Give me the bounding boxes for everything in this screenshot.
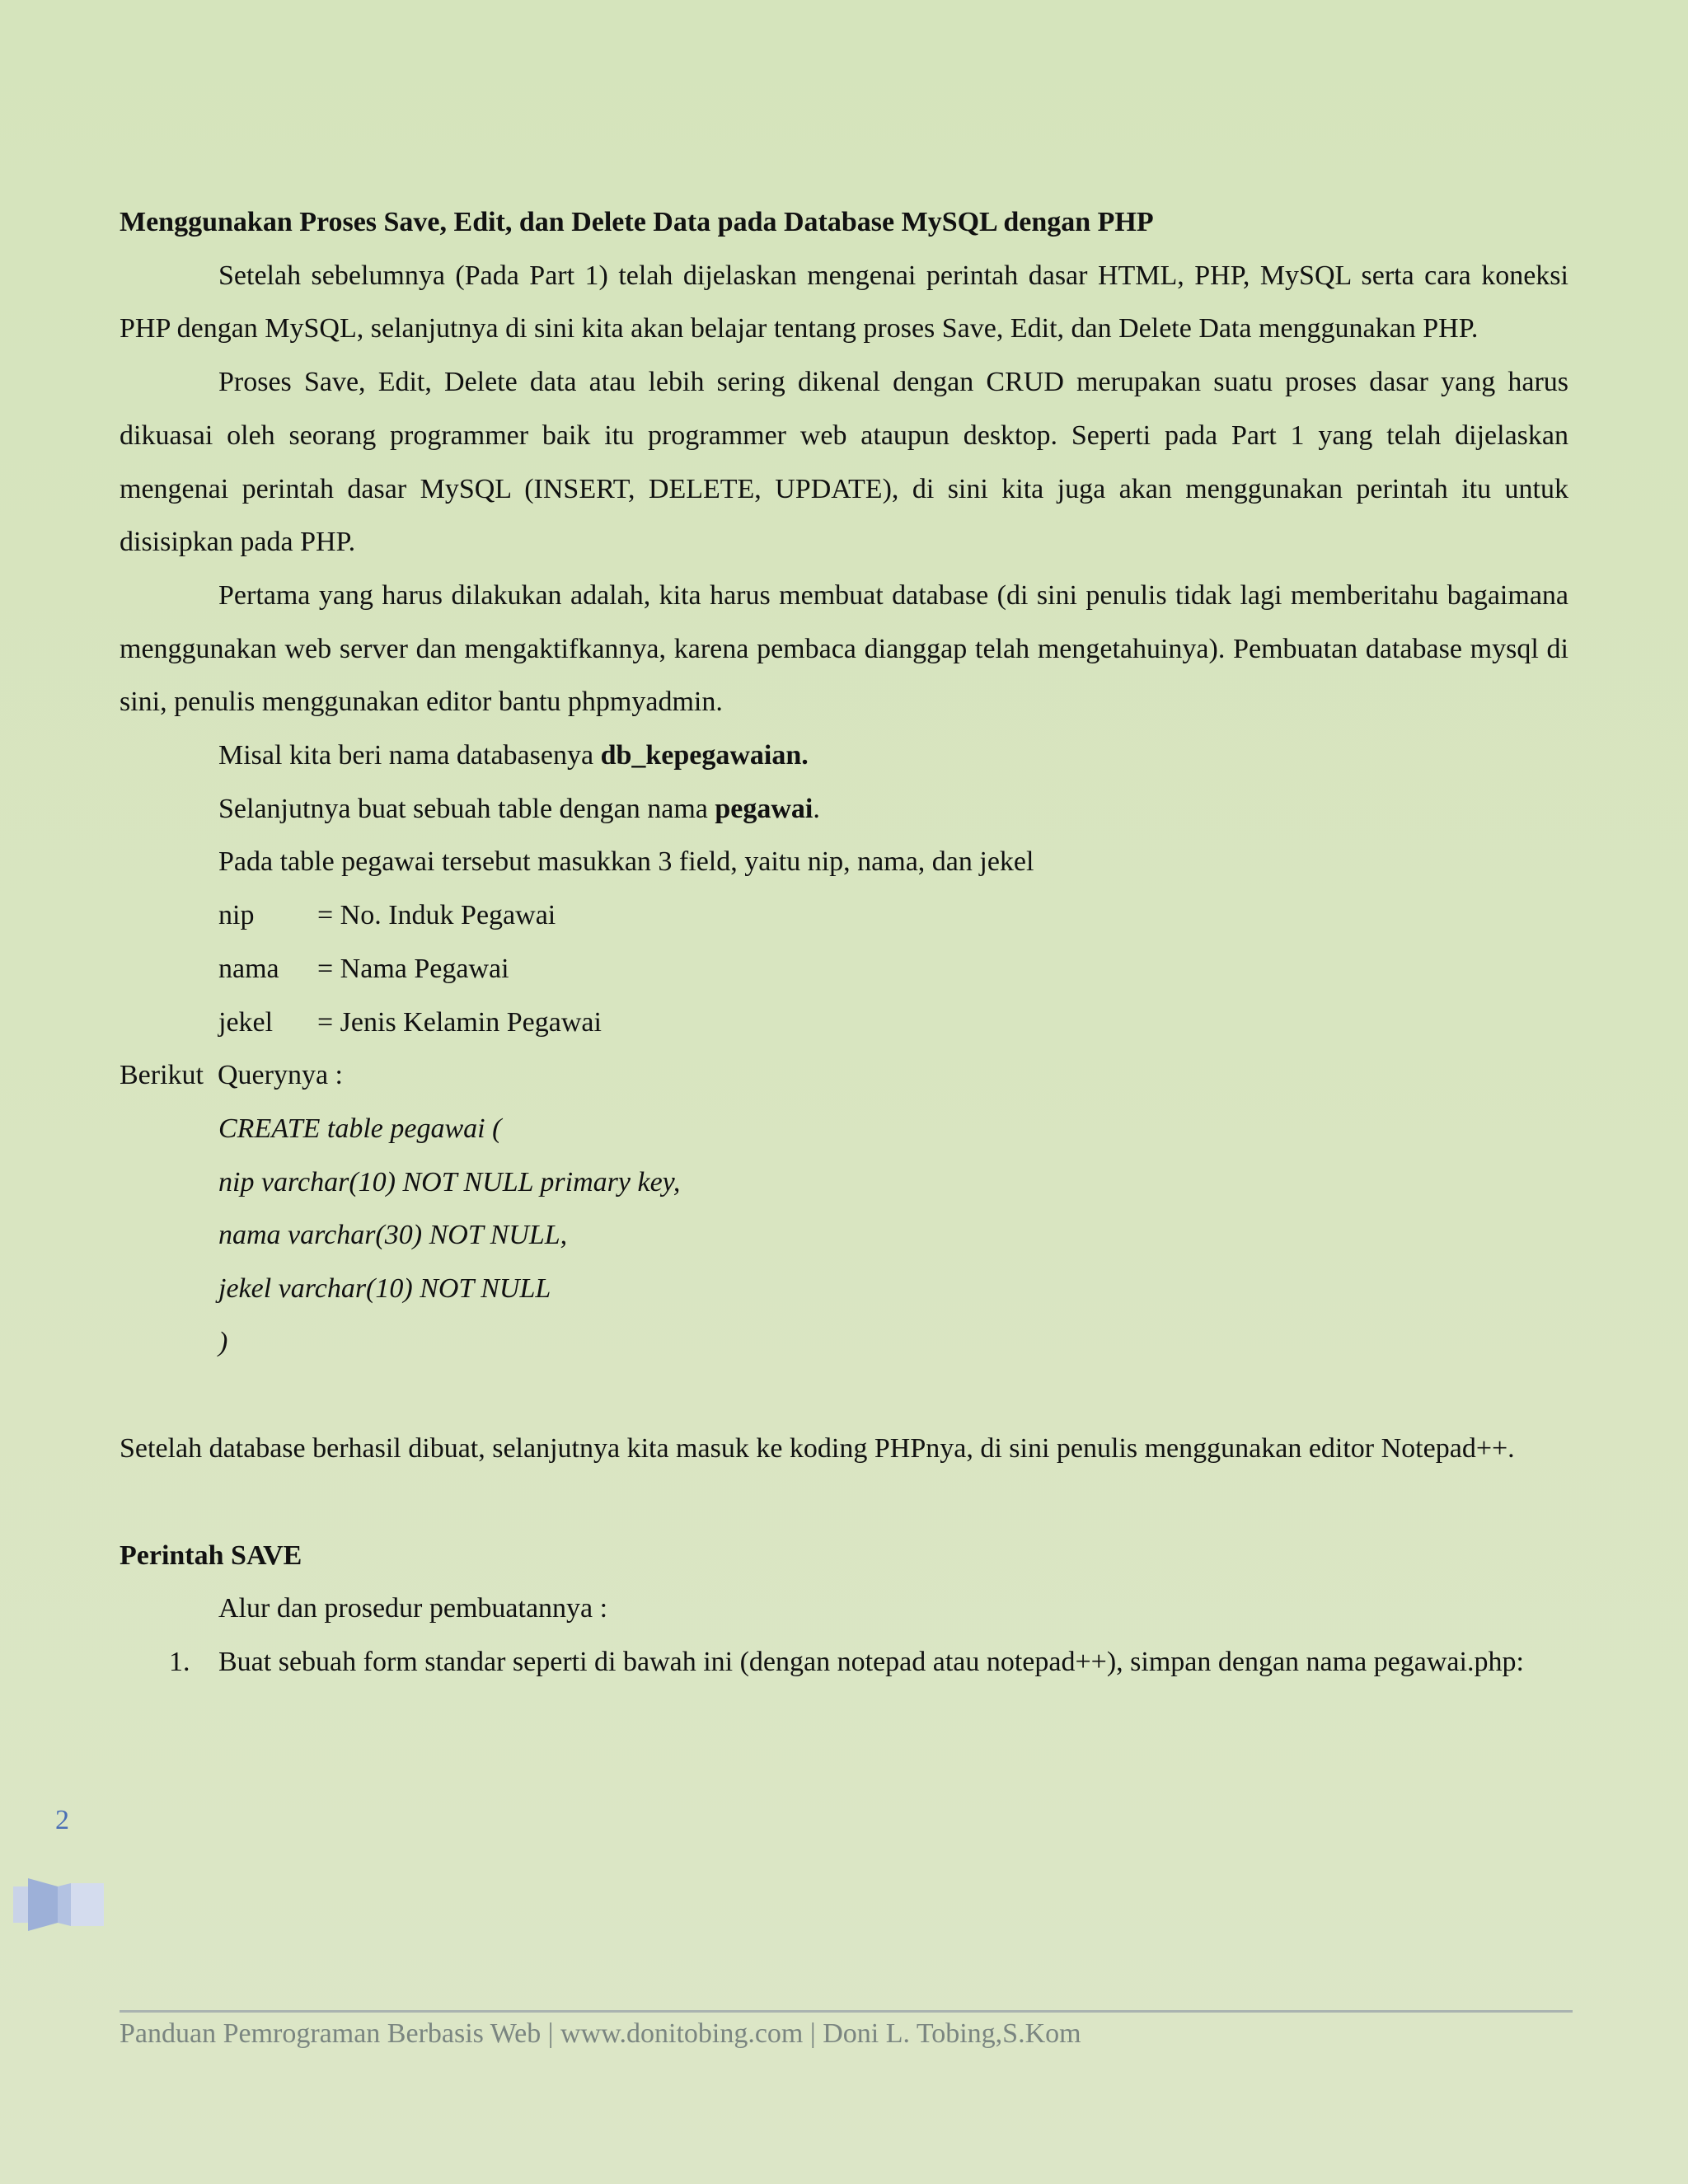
- section-heading-save: Perintah SAVE: [120, 1540, 302, 1571]
- field-desc: = No. Induk Pegawai: [317, 900, 556, 931]
- table-name-prefix: Selanjutnya buat sebuah table dengan nama: [218, 793, 715, 824]
- page-number: 2: [55, 1805, 69, 1835]
- save-intro: Alur dan prosedur pembuatannya :: [218, 1593, 608, 1624]
- field-key: jekel: [218, 1006, 274, 1038]
- paragraph-intro: Setelah sebelumnya (Pada Part 1) telah dijelaskan mengenai perintah dasar HTML, PHP, MySQL serta cara koneksi PHP dengan MySQL, selanjutnya di sini kita akan belajar tentang proses Save, Edit, dan Delete Data menggunakan PHP.: [120, 260, 1568, 344]
- query-line: ): [218, 1326, 228, 1357]
- field-key: nama: [218, 953, 279, 984]
- database-name-prefix: Misal kita beri nama databasenya: [218, 740, 601, 771]
- database-name: db_kepegawaian.: [600, 740, 809, 771]
- list-number: 1.: [169, 1646, 190, 1677]
- paragraph-editor: Setelah database berhasil dibuat, selanjutnya kita masuk ke koding PHPnya, di sini penulis menggunakan editor Notepad++.: [120, 1433, 1515, 1465]
- query-label: Berikut Querynya :: [120, 1060, 343, 1091]
- field-row-nama: [120, 943, 1568, 996]
- list-text: Buat sebuah form standar seperti di bawah ini (dengan notepad atau notepad++), simpan dengan nama pegawai.php:: [218, 1646, 1524, 1677]
- list-item: [120, 1636, 1568, 1690]
- table-name: pegawai: [715, 793, 814, 824]
- table-name-suffix: .: [813, 793, 820, 824]
- field-desc: = Jenis Kelamin Pegawai: [317, 1006, 602, 1038]
- paragraph-database: Pertama yang harus dilakukan adalah, kita harus membuat database (di sini penulis tidak lagi memberitahu bagaimana menggunakan web server dan mengaktifkannya, karena pembaca dianggap telah mengetahuinya). Pembuatan database mysql di sini, penulis menggunakan editor bantu phpmyadmin.: [120, 579, 1568, 718]
- page-tab-icon: [13, 1875, 109, 1934]
- spacer: [120, 1369, 1568, 1422]
- field-key: nip: [218, 900, 255, 931]
- query-line: jekel varchar(10) NOT NULL: [218, 1273, 551, 1305]
- query-line: CREATE table pegawai (: [218, 1113, 502, 1144]
- field-desc: = Nama Pegawai: [317, 953, 509, 984]
- spacer: [120, 1476, 1568, 1530]
- database-name-line: [120, 729, 1568, 783]
- field-row-nip: [120, 889, 1568, 943]
- document-title: Menggunakan Proses Save, Edit, dan Delete Data pada Database MySQL dengan PHP: [120, 207, 1154, 237]
- fields-intro: Pada table pegawai tersebut masukkan 3 field, yaitu nip, nama, dan jekel: [218, 846, 1034, 878]
- query-line: nama varchar(30) NOT NULL,: [218, 1220, 568, 1251]
- document-body: [120, 196, 1568, 1690]
- table-name-line: [120, 783, 1568, 837]
- field-row-jekel: [120, 996, 1568, 1050]
- paragraph-crud: Proses Save, Edit, Delete data atau lebih sering dikenal dengan CRUD merupakan suatu proses dasar yang harus dikuasai oleh seorang programmer baik itu programmer web ataupun desktop. Seperti pada Part 1 yang telah dijelaskan mengenai perintah dasar MySQL (INSERT, DELETE, UPDATE), di sini kita juga akan menggunakan perintah itu untuk disisipkan pada PHP.: [120, 367, 1568, 558]
- query-line: nip varchar(10) NOT NULL primary key,: [218, 1166, 681, 1197]
- page-footer: Panduan Pemrograman Berbasis Web | www.donitobing.com | Doni L. Tobing,S.Kom: [120, 2018, 1081, 2049]
